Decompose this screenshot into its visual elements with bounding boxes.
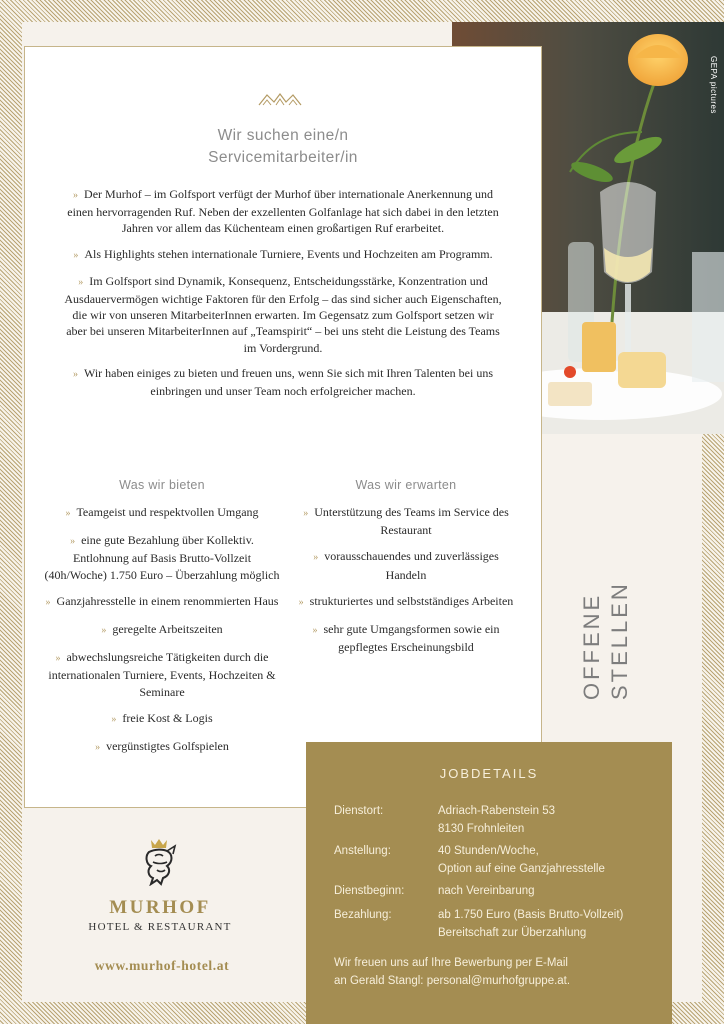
list-item bbox=[292, 593, 520, 611]
list-item bbox=[292, 621, 520, 655]
list-item-text: freie Kost & Logis bbox=[122, 710, 213, 725]
chevron-right-icon: » bbox=[65, 508, 71, 519]
jobdetail-value-line: Bereitschaft zur Überzahlung bbox=[438, 927, 587, 939]
application-email[interactable]: an Gerald Stangl: personal@murhofgruppe.at. bbox=[334, 975, 571, 987]
intro-paragraph-text: Wir haben einiges zu bieten und freuen uns, wenn Sie sich mit Ihren Talenten bei uns einbringen und unser Team noch erfolgreicher machen. bbox=[83, 365, 493, 399]
chevron-right-icon: » bbox=[70, 536, 76, 548]
list-item-text: sehr gute Umgangsformen sowie ein gepflegtes Erscheinungsbild bbox=[323, 622, 500, 655]
list-item-text: abwechslungsreiche Tätigkeiten durch die internationalen Turniere, Events, Hochzeiten & Seminare bbox=[48, 650, 276, 699]
lion-crest-icon bbox=[137, 836, 183, 886]
list-item-text: geregelte Arbeitszeiten bbox=[112, 622, 223, 637]
intro-paragraph bbox=[62, 273, 504, 356]
list-item bbox=[44, 710, 280, 728]
jobdetail-value bbox=[438, 882, 658, 900]
chevron-right-icon: » bbox=[312, 625, 318, 637]
chevron-right-icon: » bbox=[45, 596, 51, 608]
list-item bbox=[44, 593, 280, 611]
intro-paragraph-text: Im Golfsport sind Dynamik, Konsequenz, Entscheidungsstärke, Konzentration und Ausdauervermögen wichtige Faktoren für den Erfolg – das sind sicher auch Eigenschaften, die wir von unseren MitarbeiterInnen erwarten. Im Gegensatz zum Golfsport setzen wir aber bei unseren MitarbeiterInnen auf „Teamspirit“ – bei uns steht die Leistung des Teams im Vordergrund. bbox=[64, 273, 502, 355]
jobdetail-value bbox=[438, 842, 658, 878]
application-note-line: Wir freuen uns auf Ihre Bewerbung per E-Mail bbox=[334, 957, 568, 969]
chevron-right-icon: » bbox=[78, 276, 84, 288]
chevron-right-icon: » bbox=[303, 508, 309, 519]
chevron-right-icon: » bbox=[55, 653, 61, 665]
list-item-text: vorausschauendes und zuverlässiges Handeln bbox=[324, 549, 499, 582]
jobdetails-title: JOBDETAILS bbox=[439, 766, 539, 781]
jobdetail-key: Dienstort: bbox=[334, 805, 384, 817]
chevron-right-icon: » bbox=[111, 713, 117, 725]
list-item-text: Ganzjahresstelle in einem renommierten Haus bbox=[56, 593, 279, 608]
list-item-text: Teamgeist und respektvollen Umgang bbox=[76, 505, 259, 519]
intro-paragraph-text: Der Murhof – im Golfsport verfügt der Murhof über internationale Anerkennung und einen hervorragenden Ruf. Neben der exzellenten Golfanlage hat sich dabei in den letzten Jahren vor allem das Küchenteam einen großartigen Ruf erarbeitet. bbox=[67, 187, 499, 236]
photo-credit: GEPA pictures bbox=[709, 56, 718, 114]
brand-name: MURHOF bbox=[109, 897, 211, 918]
chevron-right-icon: » bbox=[298, 596, 304, 608]
jobdetails-box bbox=[306, 742, 672, 1024]
intro-text bbox=[62, 186, 504, 408]
list-item-text: eine gute Bezahlung über Kollektiv. Entlohnung auf Basis Brutto-Vollzeit (40h/Woche) 1.750 Euro – Überzahlung möglich bbox=[44, 533, 280, 582]
application-note bbox=[334, 954, 654, 990]
brand-subtitle: HOTEL & RESTAURANT bbox=[88, 921, 232, 933]
list-item-text: Unterstützung des Teams im Service des Restaurant bbox=[314, 505, 509, 538]
list-item bbox=[44, 504, 280, 522]
title-line-1: Wir suchen eine/n bbox=[217, 127, 349, 144]
jobdetail-value-line: ab 1.750 Euro (Basis Brutto-Vollzeit) bbox=[438, 909, 624, 921]
list-item bbox=[44, 532, 280, 583]
jobdetail-value-line: Adriach-Rabenstein 53 bbox=[438, 805, 555, 817]
website-link[interactable]: www.murhof-hotel.at bbox=[94, 958, 230, 973]
expect-list bbox=[292, 504, 520, 665]
side-label-line-1: OFFENE bbox=[579, 592, 604, 700]
list-item bbox=[44, 649, 280, 700]
expect-heading: Was wir erwarten bbox=[355, 478, 457, 492]
offer-heading: Was wir bieten bbox=[119, 478, 205, 492]
jobdetail-value-line: 8130 Frohnleiten bbox=[438, 823, 525, 835]
jobdetail-value-line: Option auf eine Ganzjahresstelle bbox=[438, 863, 605, 875]
intro-paragraph bbox=[62, 365, 504, 399]
title-line-2: Servicemitarbeiter/in bbox=[208, 149, 358, 166]
chevron-right-icon: » bbox=[73, 190, 79, 201]
jobdetail-key: Anstellung: bbox=[334, 845, 391, 857]
chevron-right-icon: » bbox=[313, 552, 319, 564]
jobdetail-value bbox=[438, 906, 658, 942]
list-item bbox=[44, 738, 280, 756]
side-label bbox=[578, 580, 658, 700]
side-label-line-2: STELLEN bbox=[607, 581, 632, 700]
chevron-right-icon: » bbox=[72, 368, 78, 380]
jobdetail-value bbox=[438, 802, 658, 838]
jobdetail-key: Bezahlung: bbox=[334, 909, 392, 921]
jobdetail-value-line: 40 Stunden/Woche, bbox=[438, 845, 539, 857]
chevron-right-icon: » bbox=[73, 249, 79, 261]
brand-logo bbox=[80, 836, 240, 933]
list-item bbox=[292, 548, 520, 582]
mountains-icon bbox=[258, 91, 302, 107]
chevron-right-icon: » bbox=[95, 742, 101, 754]
intro-paragraph-text: Als Highlights stehen internationale Turniere, Events und Hochzeiten am Programm. bbox=[84, 246, 493, 261]
jobdetail-value-line: nach Vereinbarung bbox=[438, 885, 535, 897]
list-item bbox=[292, 504, 520, 538]
chevron-right-icon: » bbox=[101, 625, 107, 637]
list-item-text: strukturiertes und selbstständiges Arbeiten bbox=[309, 593, 514, 608]
page-title bbox=[24, 125, 542, 169]
intro-paragraph bbox=[62, 246, 504, 264]
list-item-text: vergünstigtes Golfspielen bbox=[106, 739, 229, 754]
jobdetail-key: Dienstbeginn: bbox=[334, 885, 405, 897]
list-item bbox=[44, 621, 280, 639]
intro-paragraph bbox=[62, 186, 504, 237]
offer-list bbox=[44, 504, 280, 766]
